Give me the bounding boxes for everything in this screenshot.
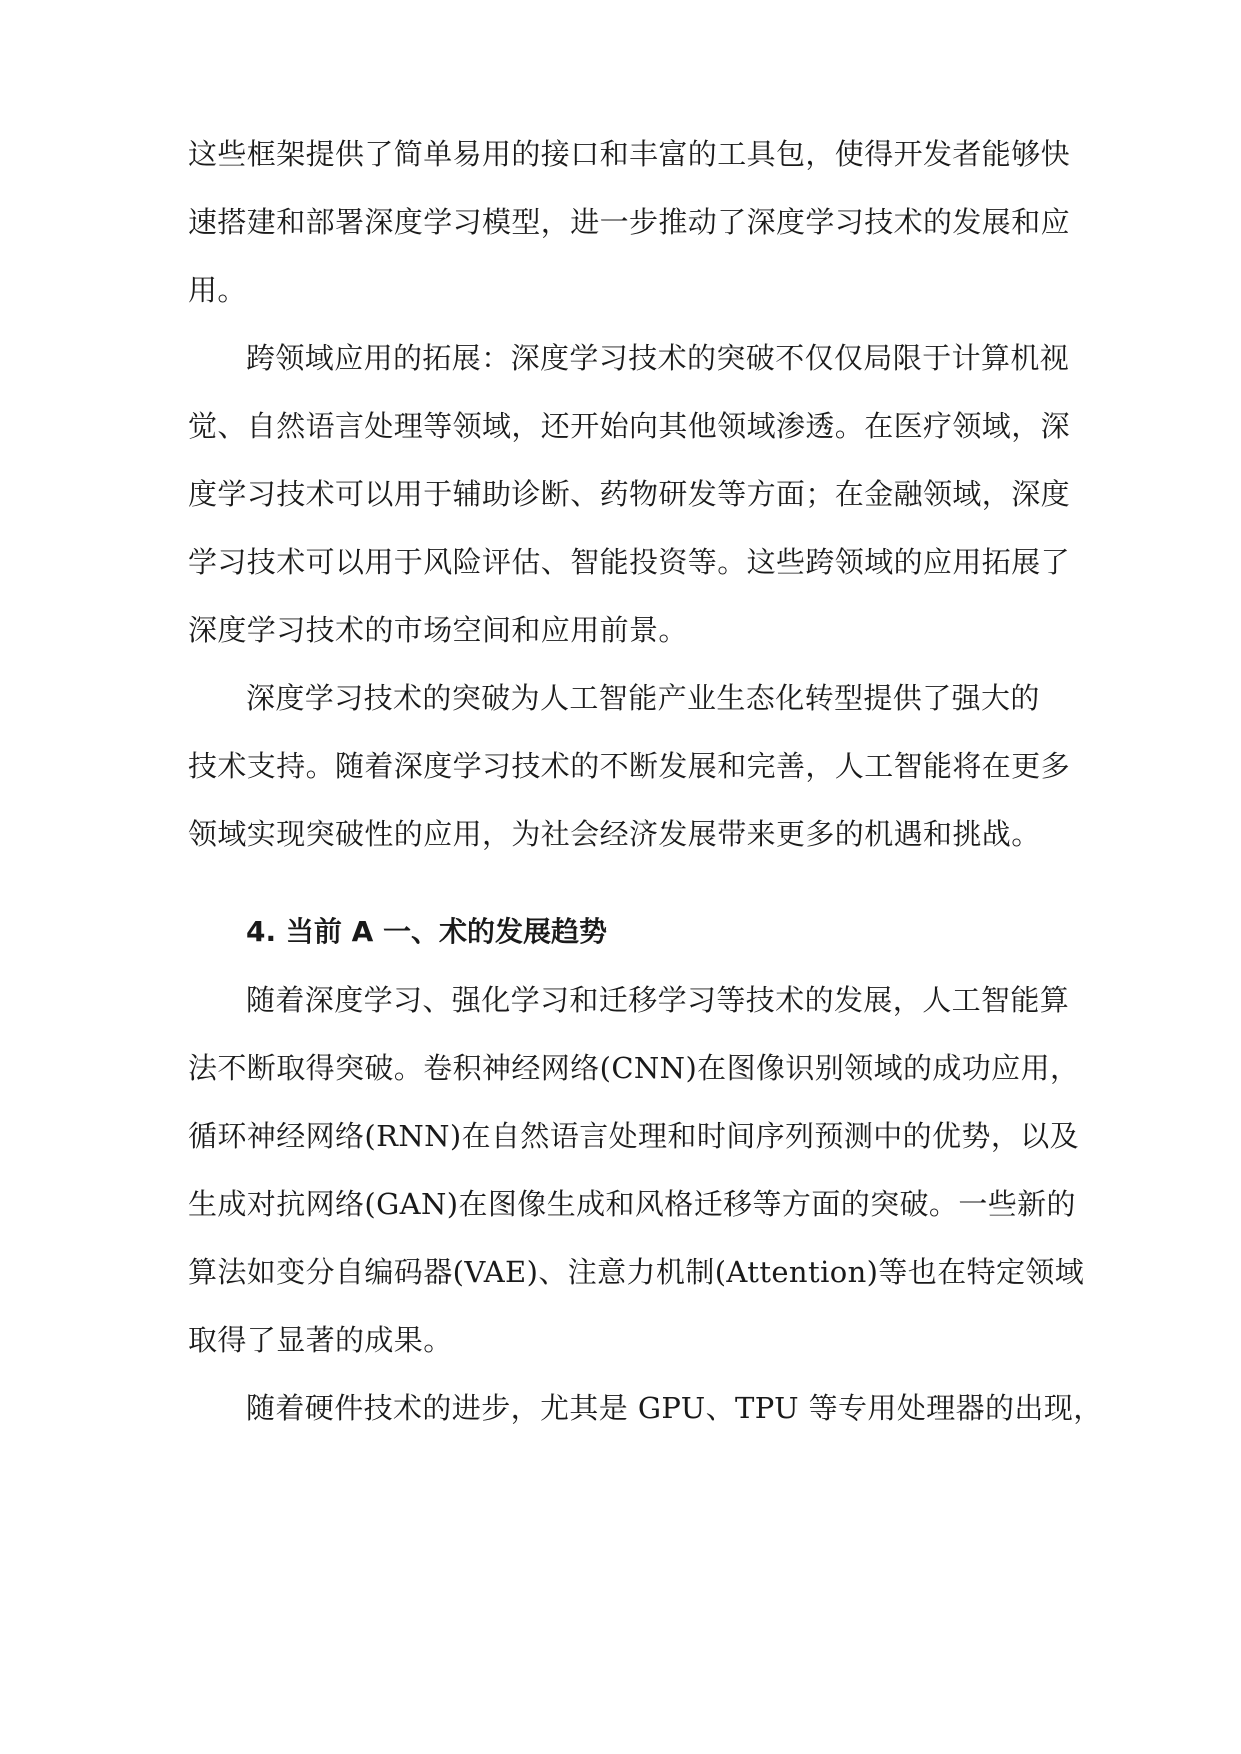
paragraph-3-line-2: 技术支持。随着深度学习技术的不断发展和完善，人工智能将在更多 (188, 749, 1071, 783)
paragraph-1-line-3: 用。 (188, 273, 247, 307)
paragraph-1-line-1: 这些框架提供了简单易用的接口和丰富的工具包，使得开发者能够快 (188, 137, 1071, 171)
paragraph-4-line-3: 循环神经网络(RNN)在自然语言处理和时间序列预测中的优势，以及 (188, 1119, 1080, 1153)
paragraph-4-line-2: 法不断取得突破。卷积神经网络(CNN)在图像识别领域的成功应用， (188, 1051, 1080, 1085)
paragraph-4-line-5: 算法如变分自编码器(VAE)、注意力机制(Attention)等也在特定领域 (188, 1255, 1085, 1289)
paragraph-4-line-6: 取得了显著的成果。 (188, 1323, 453, 1357)
paragraph-4-line-1: 随着深度学习、强化学习和迁移学习等技术的发展，人工智能算 (246, 983, 1070, 1017)
section-heading: 4. 当前 A 一、术的发展趋势 (246, 915, 608, 948)
paragraph-2-line-5: 深度学习技术的市场空间和应用前景。 (188, 613, 688, 647)
paragraph-3-line-1: 深度学习技术的突破为人工智能产业生态化转型提供了强大的 (246, 681, 1040, 715)
paragraph-1-line-2: 速搭建和部署深度学习模型，进一步推动了深度学习技术的发展和应 (188, 205, 1071, 239)
paragraph-2-line-2: 觉、自然语言处理等领域，还开始向其他领域渗透。在医疗领域，深 (188, 409, 1071, 443)
paragraph-2-line-3: 度学习技术可以用于辅助诊断、药物研发等方面；在金融领域，深度 (188, 477, 1071, 511)
paragraph-5-line-1: 随着硬件技术的进步，尤其是 GPU、TPU 等专用处理器的出现， (246, 1391, 1103, 1425)
paragraph-2-line-1: 跨领域应用的拓展：深度学习技术的突破不仅仅局限于计算机视 (246, 341, 1070, 375)
paragraph-2-line-4: 学习技术可以用于风险评估、智能投资等。这些跨领域的应用拓展了 (188, 545, 1071, 579)
paragraph-3-line-3: 领域实现突破性的应用，为社会经济发展带来更多的机遇和挑战。 (188, 817, 1041, 851)
paragraph-4-line-4: 生成对抗网络(GAN)在图像生成和风格迁移等方面的突破。一些新的 (188, 1187, 1076, 1221)
